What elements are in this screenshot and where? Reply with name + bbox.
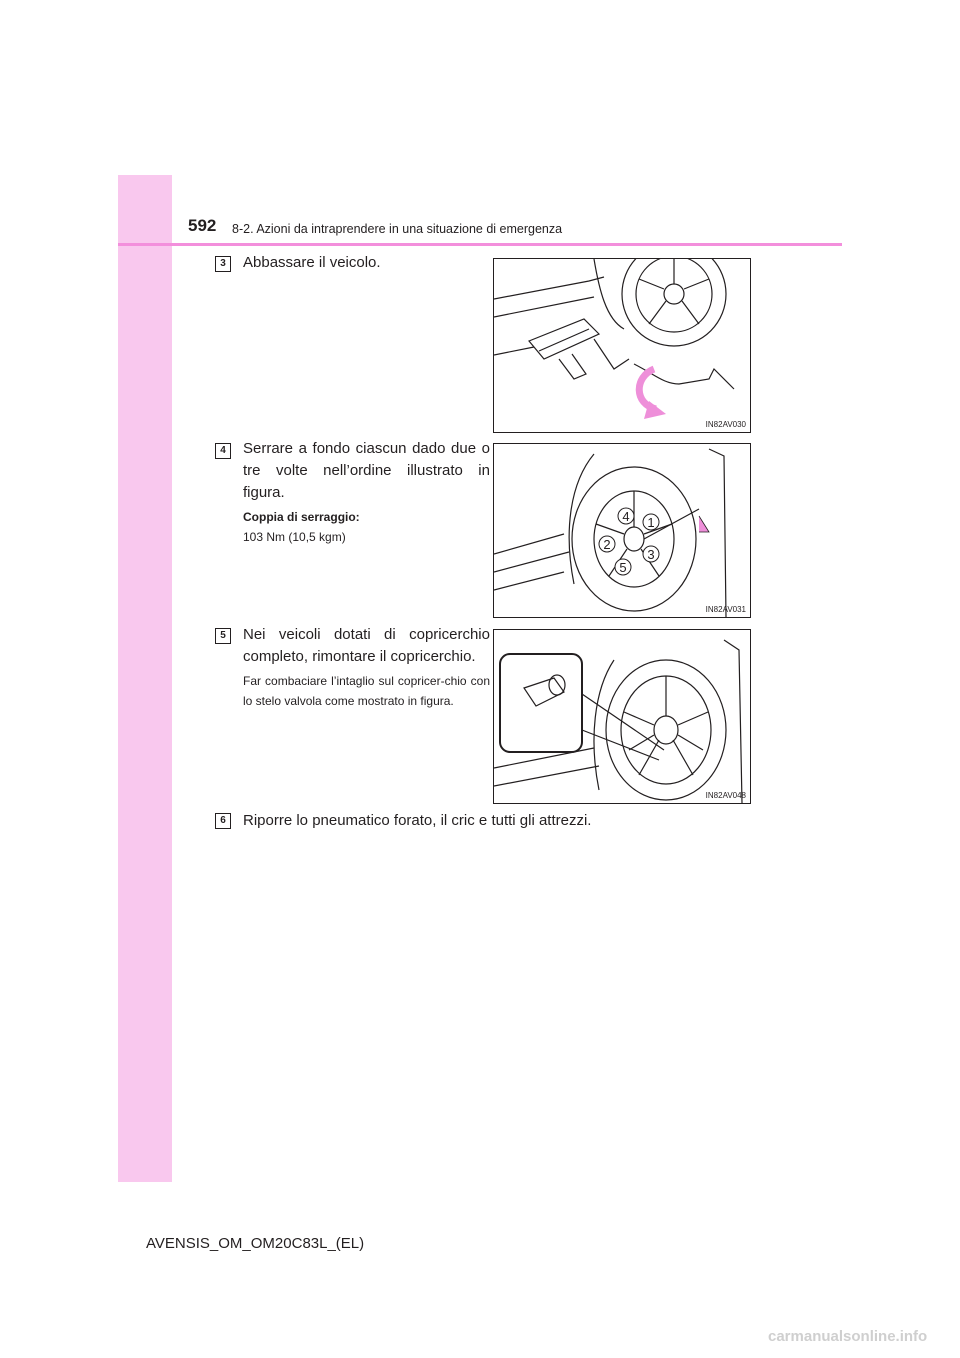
jack-lowering-illustration	[494, 259, 750, 432]
figure-code-030: IN82AV030	[705, 420, 746, 429]
step-number-3: 3	[215, 256, 231, 272]
wheel-cover-illustration	[494, 630, 750, 803]
torque-label: Coppia di serraggio:	[243, 510, 360, 524]
step-6-text: Riporre lo pneumatico forato, il cric e tutti gli attrezzi.	[243, 812, 592, 829]
watermark: carmanualsonline.info	[768, 1328, 928, 1345]
step-number-5: 5	[215, 628, 231, 644]
torque-value: 103 Nm (10,5 kgm)	[243, 530, 346, 544]
wheel-nut-order-illustration	[494, 444, 750, 617]
nut-label-2: 2	[603, 537, 611, 552]
figure-code-031: IN82AV031	[705, 605, 746, 614]
step-number-4: 4	[215, 443, 231, 459]
sidebar-tab	[118, 175, 172, 1182]
nut-label-5: 5	[619, 560, 627, 575]
step-5-text: Nei veicoli dotati di copricerchio completo, rimontare il copricerchio.	[243, 626, 490, 665]
step-3-text: Abbassare il veicolo.	[243, 254, 381, 271]
figure-lower-vehicle	[493, 258, 751, 433]
step-4-text: Serrare a fondo ciascun dado due o tre volte nell’ordine illustrato in figura.	[243, 440, 490, 501]
figure-tighten-nuts	[493, 443, 751, 618]
figure-code-048: IN82AV048	[705, 791, 746, 800]
step-5-note: Far combaciare l’intaglio sul copricer-chio con lo stelo valvola come mostrato in figura.	[243, 674, 490, 708]
page-number: 592	[188, 216, 217, 235]
nut-label-1: 1	[647, 515, 655, 530]
nut-label-4: 4	[622, 509, 630, 524]
section-title: 8-2. Azioni da intraprendere in una situazione di emergenza	[232, 222, 563, 236]
nut-label-3: 3	[647, 547, 655, 562]
step-number-6: 6	[215, 813, 231, 829]
header-rule	[118, 243, 842, 246]
figure-refit-wheel-cover	[493, 629, 751, 804]
footer-doc-code: AVENSIS_OM_OM20C83L_(EL)	[146, 1235, 365, 1252]
